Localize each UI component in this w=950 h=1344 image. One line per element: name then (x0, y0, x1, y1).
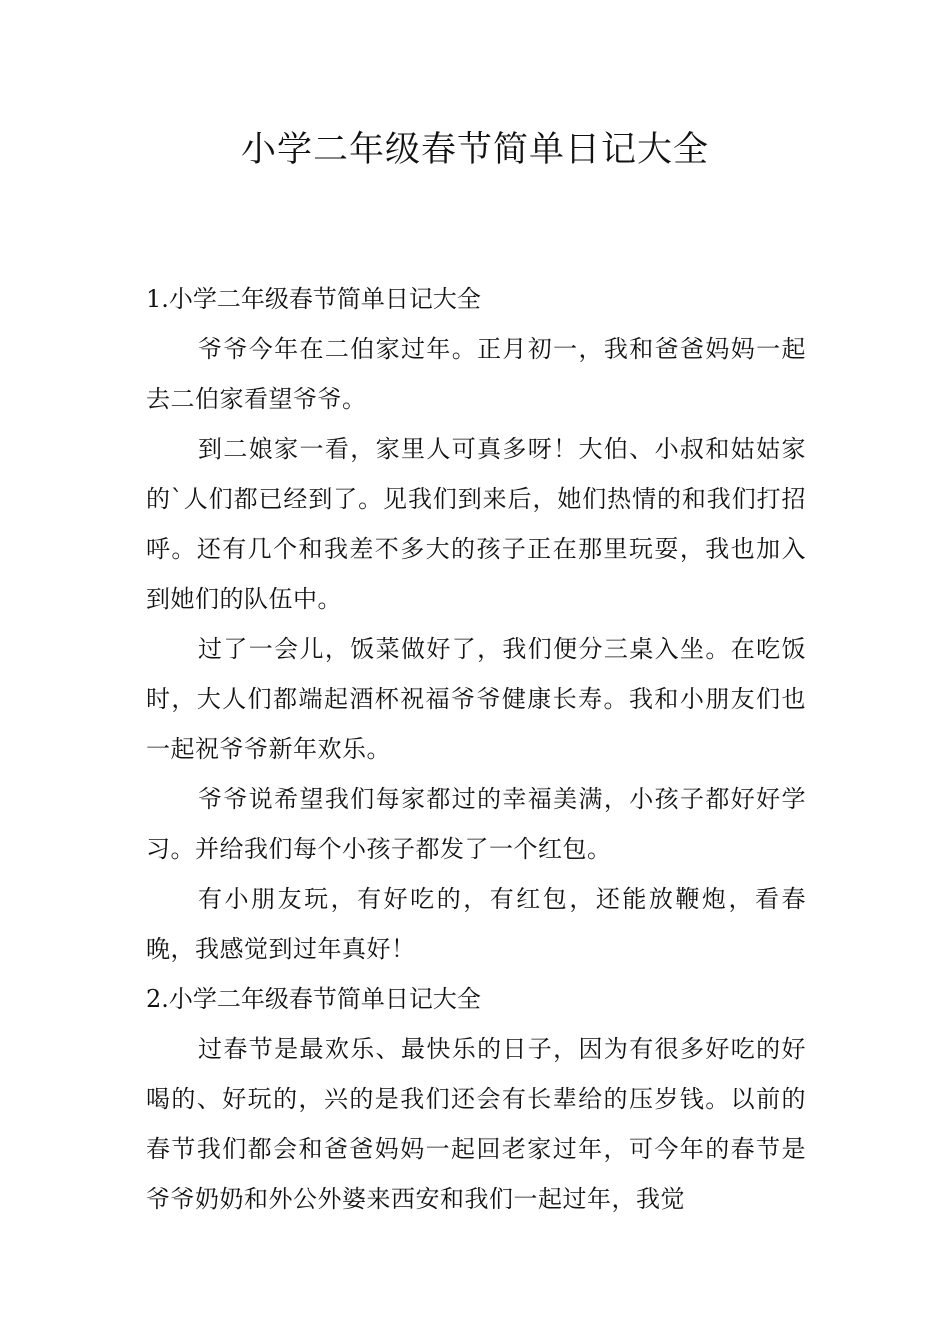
section-heading: 1.小学二年级春节简单日记大全 (146, 285, 481, 313)
paragraph: 爷爷说希望我们每家都过的幸福美满，小孩子都好好学习。并给我们每个小孩子都发了一个红包。 (146, 785, 806, 863)
section-heading: 2.小学二年级春节简单日记大全 (146, 985, 481, 1013)
document-body (146, 274, 806, 1224)
paragraph: 爷爷今年在二伯家过年。正月初一，我和爸爸妈妈一起去二伯家看望爷爷。 (146, 335, 806, 413)
diary-section-1 (146, 274, 806, 974)
paragraph: 过了一会儿，饭菜做好了，我们便分三桌入坐。在吃饭时，大人们都端起酒杯祝福爷爷健康长寿。我和小朋友们也一起祝爷爷新年欢乐。 (146, 635, 806, 763)
paragraph: 有小朋友玩，有好吃的，有红包，还能放鞭炮，看春晚，我感觉到过年真好！ (146, 885, 806, 963)
document-title: 小学二年级春节简单日记大全 (240, 130, 709, 170)
paragraph: 过春节是最欢乐、最快乐的日子，因为有很多好吃的好喝的、好玩的，兴的是我们还会有长辈给的压岁钱。以前的春节我们都会和爸爸妈妈一起回老家过年，可今年的春节是爷爷奶奶和外公外婆来西安和我们一起过年，我觉 (146, 1035, 806, 1213)
diary-section-2 (146, 974, 806, 1224)
paragraph: 到二娘家一看，家里人可真多呀！大伯、小叔和姑姑家的`人们都已经到了。见我们到来后，她们热情的和我们打招呼。还有几个和我差不多大的孩子正在那里玩耍，我也加入到她们的队伍中。 (146, 435, 806, 613)
